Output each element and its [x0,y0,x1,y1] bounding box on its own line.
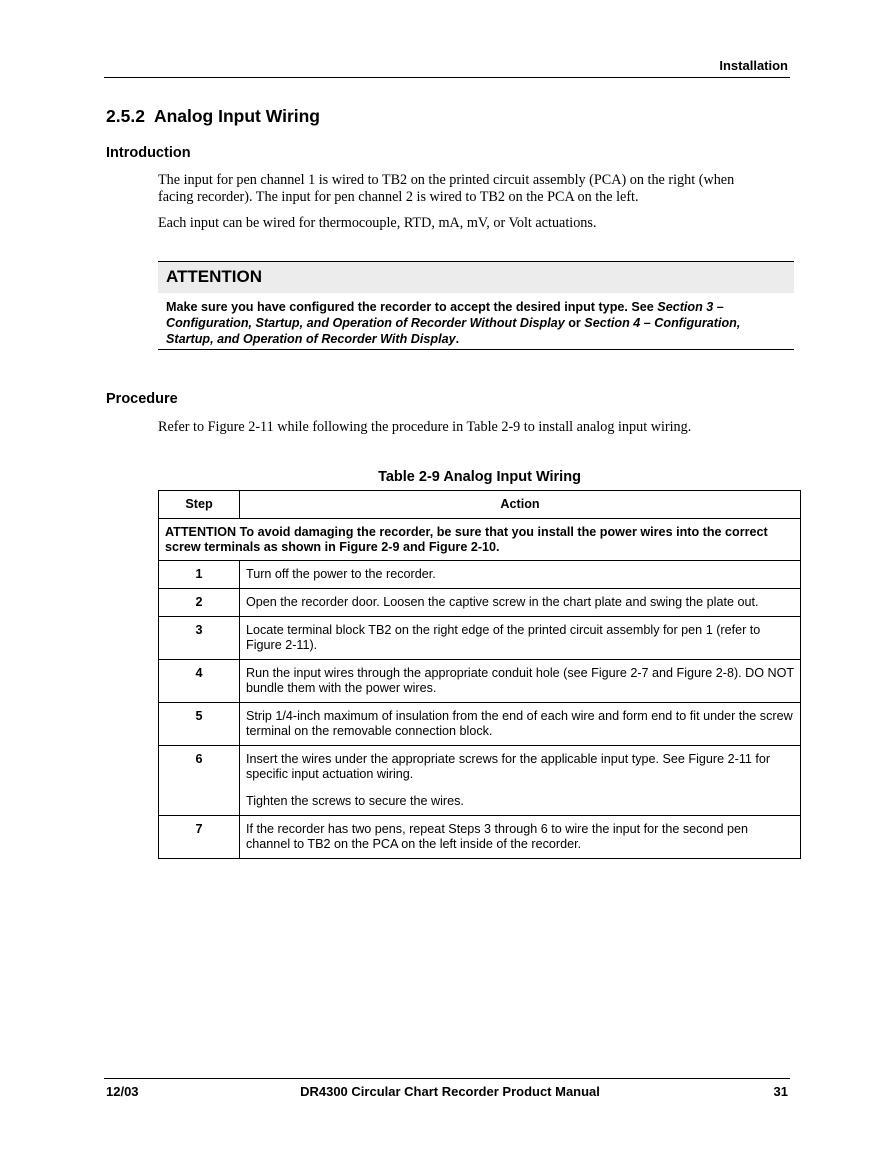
step-action [240,589,801,617]
step-action [240,746,801,816]
table-header-row [159,491,801,519]
step-number: 2 [159,589,240,617]
column-header-step: Step [159,491,240,519]
step-number: 3 [159,617,240,660]
footer-rule [104,1078,790,1079]
step-action-text: Insert the wires under the appropriate screws for the applicable input type. See Figure 2-11 for specific input actuation wiring. [246,752,771,781]
step-number: 7 [159,816,240,859]
step-action-text: Turn off the power to the recorder. [246,567,436,581]
footer-manual-title: DR4300 Circular Chart Recorder Product Manual [300,1084,600,1099]
introduction-paragraph-1: The input for pen channel 1 is wired to TB2 on the printed circuit assembly (PCA) on the right (when facing recorder). The input for pen channel 2 is wired to TB2 on the PCA on the left. [158,172,735,205]
procedure-heading: Procedure [106,391,178,407]
table-row [159,561,801,589]
step-action [240,660,801,703]
attention-box [158,261,794,350]
table-row [159,589,801,617]
step-number: 5 [159,703,240,746]
step-action [240,561,801,589]
step-action-text: If the recorder has two pens, repeat Steps 3 through 6 to wire the input for the second pen channel to TB2 on the PCA on the left inside of the recorder. [246,822,748,851]
introduction-heading: Introduction [106,145,191,161]
attention-ref-section-4: Section 4 – Configuration, Startup, and Operation of Recorder With Display [166,316,741,346]
step-action [240,703,801,746]
column-header-action: Action [240,491,801,519]
table-row [159,703,801,746]
step-action-text: Locate terminal block TB2 on the right edge of the printed circuit assembly for pen 1 (refer to Figure 2-11). [246,623,761,652]
table-attention-text: ATTENTION To avoid damaging the recorder, be sure that you install the power wires into the correct screw terminals as shown in Figure 2-9 and Figure 2-10. [159,519,801,561]
attention-text-end: . [455,332,460,346]
section-title-text: Analog Input Wiring [153,106,320,126]
table-row [159,660,801,703]
step-number: 6 [159,746,240,816]
table-row [159,617,801,660]
procedure-paragraph: Refer to Figure 2-11 while following the procedure in Table 2-9 to install analog input wiring. [158,419,692,435]
step-action-text: Run the input wires through the appropriate conduit hole (see Figure 2-7 and Figure 2-8). DO NOT bundle them with the power wires. [246,666,794,695]
step-number: 4 [159,660,240,703]
attention-text-start: Make sure you have configured the recorder to accept the desired input type. See [166,300,658,314]
step-action [240,617,801,660]
running-header: Installation [719,58,788,73]
section-title [106,106,320,127]
header-rule [104,77,790,78]
table-attention-row [159,519,801,561]
page-number: 31 [773,1084,788,1099]
attention-ref-section-3: Section 3 – Configuration, Startup, and Operation of Recorder Without Display [166,300,724,330]
table-caption: Table 2-9 Analog Input Wiring [378,469,581,485]
step-action-text: Strip 1/4-inch maximum of insulation from the end of each wire and form end to fit under the screw terminal on the removable connection block. [246,709,793,738]
step-action [240,816,801,859]
analog-input-wiring-table [158,490,801,859]
section-number: 2.5.2 [106,106,145,126]
attention-connector: or [564,316,585,330]
table-row [159,816,801,859]
step-action-text: Open the recorder door. Loosen the captive screw in the chart plate and swing the plate out. [246,595,759,609]
introduction-paragraph-2: Each input can be wired for thermocouple, RTD, mA, mV, or Volt actuations. [158,215,597,231]
table-row [159,746,801,816]
footer-date: 12/03 [106,1084,139,1099]
step-number: 1 [159,561,240,589]
step-action-note: Tighten the screws to secure the wires. [246,794,464,808]
attention-title: ATTENTION [158,262,794,293]
attention-text [158,293,794,347]
